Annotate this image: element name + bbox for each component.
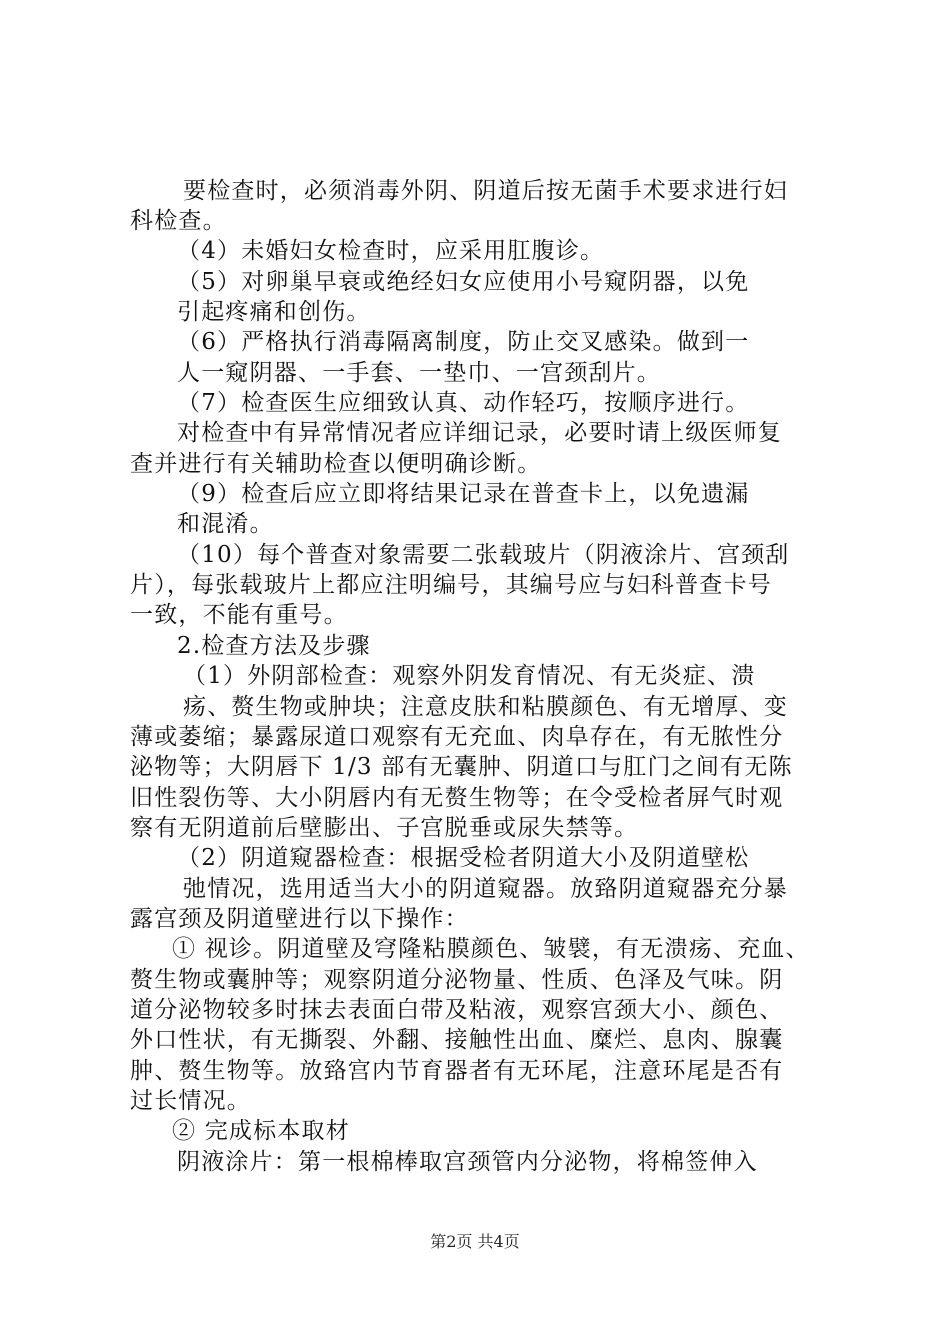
text-line: ① 视诊。阴道壁及穹隆粘膜颜色、皱襞，有无溃疡、充血、 <box>172 936 810 962</box>
text-line: 弛情况，选用适当大小的阴道窥器。放臵阴道窥器充分暴 <box>183 876 788 902</box>
text-line: （2）阴道窥器检查：根据受检者阴道大小及阴道壁松 <box>177 845 750 871</box>
text-line: （7）检查医生应细致认真、动作轻巧，按顺序进行。 <box>177 390 750 416</box>
text-line: 外口性状，有无撕裂、外翻、接触性出血、糜烂、息肉、腺囊 <box>130 1027 784 1053</box>
text-line: 过长情况。 <box>130 1088 251 1114</box>
text-line: 露宫颈及阴道壁进行以下操作： <box>130 906 469 932</box>
text-line: 泌物等；大阴唇下 1/3 部有无囊肿、阴道口与肛门之间有无陈 <box>130 754 793 780</box>
text-line: 薄或萎缩；暴露尿道口观察有无充血、肉阜存在，有无脓性分 <box>130 724 784 750</box>
text-line: （4）未婚妇女检查时，应采用肛腹诊。 <box>177 238 605 264</box>
text-line: 查并进行有关辅助检查以便明确诊断。 <box>130 451 542 477</box>
text-line: 道分泌物较多时抹去表面白带及粘液，观察宫颈大小、颜色、 <box>130 997 784 1023</box>
text-line: 阴液涂片：第一根棉棒取宫颈管内分泌物，将棉签伸入 <box>177 1149 758 1175</box>
text-line: 赘生物或囊肿等；观察阴道分泌物量、性质、色泽及气味。阴 <box>130 967 784 993</box>
text-line: （1）外阴部检查：观察外阴发育情况、有无炎症、溃 <box>183 663 756 689</box>
text-line: 疡、赘生物或肿块；注意皮肤和粘膜颜色、有无增厚、变 <box>183 694 788 720</box>
text-line: 人一窥阴器、一手套、一垫巾、一宫颈刮片。 <box>177 360 661 386</box>
text-line: 片），每张载玻片上都应注明编号，其编号应与妇科普查卡号 <box>130 572 772 598</box>
text-line: （9）检查后应立即将结果记录在普查卡上，以免遗漏 <box>177 481 750 507</box>
text-line: 要检查时，必须消毒外阴、阴道后按无菌手术要求进行妇 <box>183 178 788 204</box>
text-line: ② 完成标本取材 <box>172 1118 350 1144</box>
text-line: 引起疼痛和创伤。 <box>177 299 371 325</box>
text-line: （6）严格执行消毒隔离制度，防止交叉感染。做到一 <box>177 329 750 355</box>
text-line: 肿、赘生物等。放臵宫内节育器者有无环尾，注意环尾是否有 <box>130 1058 784 1084</box>
text-line: （5）对卵巢早衰或绝经妇女应使用小号窥阴器，以免 <box>177 269 750 295</box>
text-line: 旧性裂伤等、大小阴唇内有无赘生物等；在令受检者屏气时观 <box>130 785 784 811</box>
text-line: （10）每个普查对象需要二张载玻片（阴液涂片、宫颈刮 <box>177 542 790 568</box>
text-line: 对检查中有异常情况者应详细记录，必要时请上级医师复 <box>177 420 782 446</box>
section-heading: 2.检查方法及步骤 <box>177 633 371 659</box>
text-line: 一致，不能有重号。 <box>130 602 348 628</box>
text-line: 科检查。 <box>130 208 227 234</box>
text-line: 和混淆。 <box>177 511 274 537</box>
page-footer: 第2页 共4页 <box>430 1232 520 1251</box>
text-line: 察有无阴道前后壁膨出、子宫脱垂或尿失禁等。 <box>130 815 639 841</box>
